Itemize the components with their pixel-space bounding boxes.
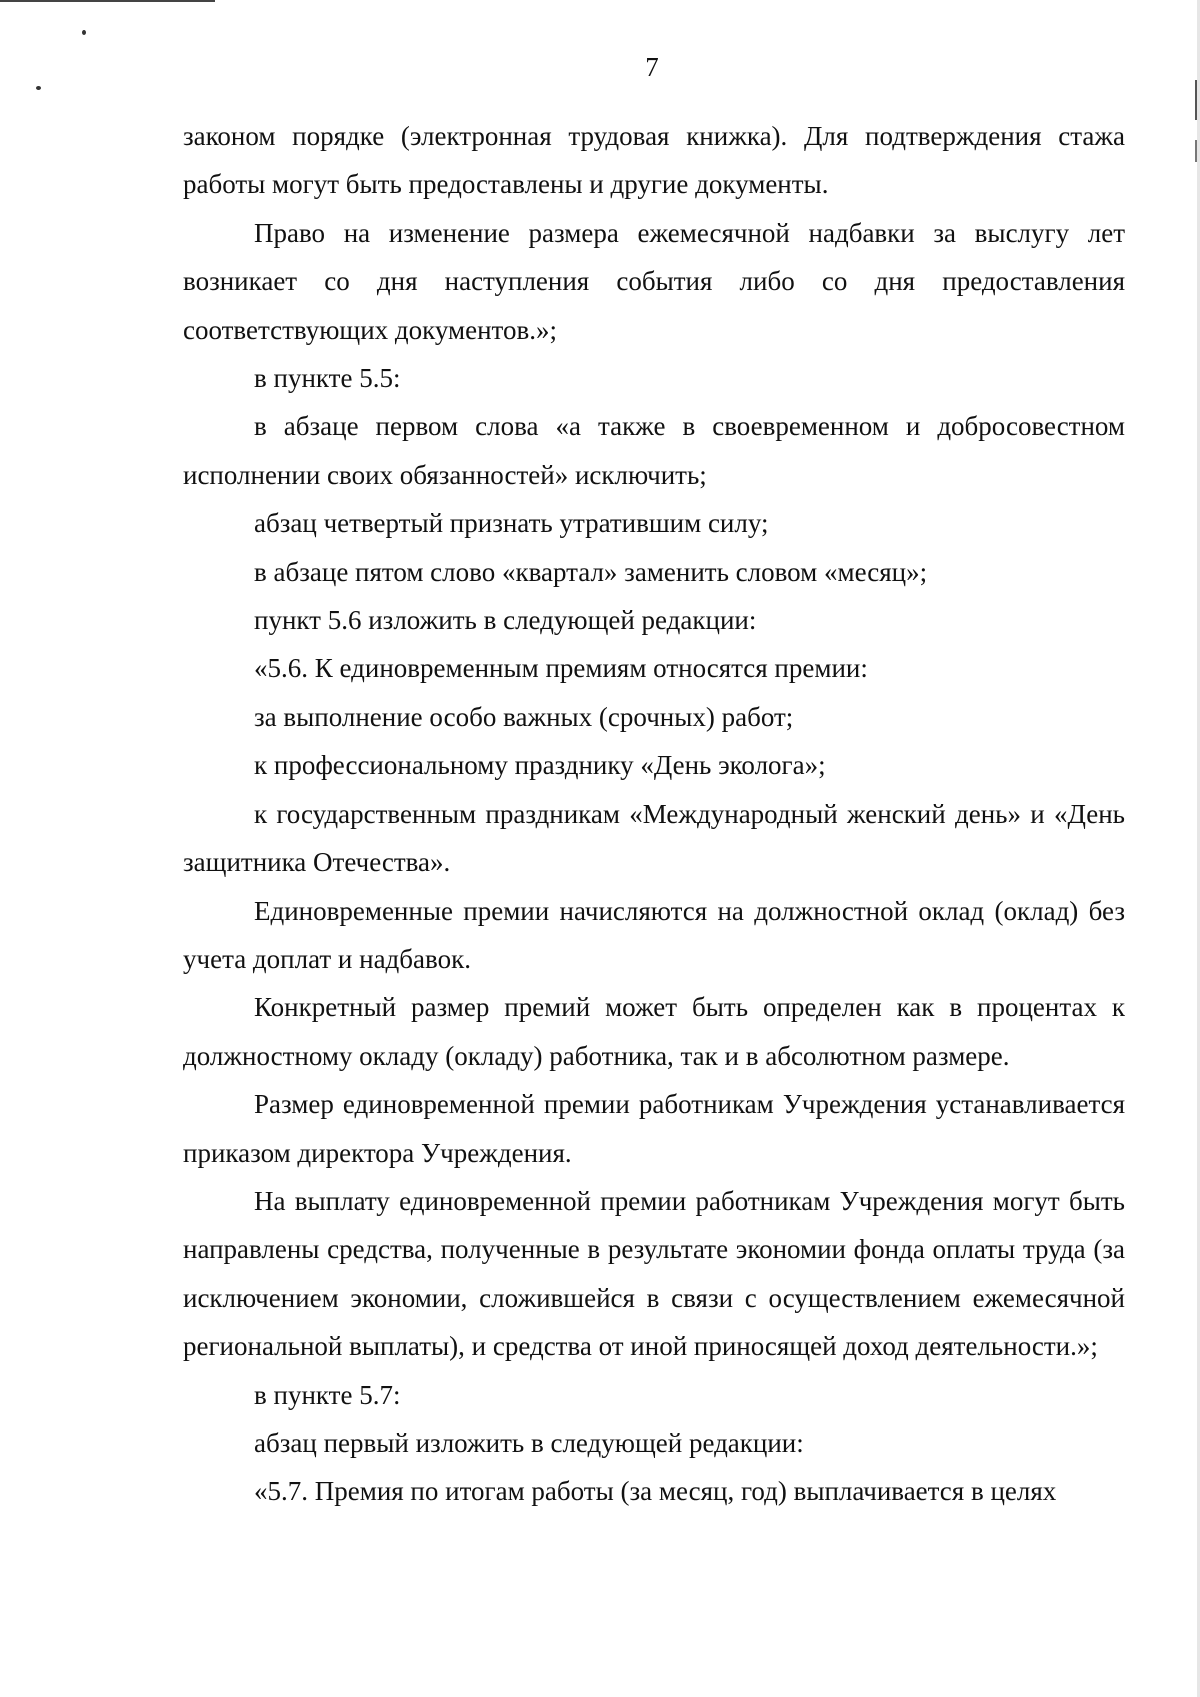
paragraph: за выполнение особо важных (срочных) работ; [254,701,794,732]
scan-artifact-top-line [0,0,215,2]
paragraph: в пункте 5.5: [254,363,401,394]
document-body [183,112,1125,1516]
scan-artifact-right-mark [1195,80,1197,120]
paragraph: «5.7. Премия по итогам работы (за месяц, год) выплачивается в целях [254,1476,1057,1507]
paragraph: Конкретный размер премий может быть определен как в процентах к должностному окладу (окладу) работника, так и в абсолютном размере. [183,992,1125,1071]
paragraph: Размер единовременной премии работникам Учреждения устанавливается приказом директора Учреждения. [183,1089,1125,1168]
paragraph: Единовременные премии начисляются на должностной оклад (оклад) без учета доплат и надбавок. [183,895,1125,974]
paragraph: пункт 5.6 изложить в следующей редакции: [254,605,757,636]
paragraph: На выплату единовременной премии работникам Учреждения могут быть направлены средства, полученные в результате экономии фонда оплаты труда (за исключением экономии, сложившейся в связи с осуществлением ежемесячной региональной выплаты), и средства от иной приносящей доход деятельности.»; [183,1185,1125,1362]
scan-speck [82,30,86,35]
paragraph: абзац четвертый признать утратившим силу; [254,508,769,539]
paragraph: в абзаце пятом слово «квартал» заменить словом «месяц»; [254,556,928,587]
paragraph: законом порядке (электронная трудовая книжка). Для подтверждения стажа работы могут быть предоставлены и другие документы. [183,121,1125,200]
paragraph: «5.6. К единовременным премиям относятся премии: [254,653,868,684]
paragraph: Право на изменение размера ежемесячной надбавки за выслугу лет возникает со дня наступления события либо со дня предоставления соответствующих документов.»; [183,217,1125,345]
paragraph: к профессиональному празднику «День эколога»; [254,750,826,781]
scan-speck [36,86,41,90]
paragraph: абзац первый изложить в следующей редакции: [254,1427,804,1458]
scan-artifact-right-mark [1195,140,1197,162]
paragraph: к государственным праздникам «Международный женский день» и «День защитника Отечества». [183,798,1125,878]
paragraph: в абзаце первом слова «а также в своевременном и добросовестном исполнении своих обязанностей» исключить; [183,411,1125,490]
page-number: 7 [645,52,659,82]
paragraph: в пункте 5.7: [254,1379,401,1410]
